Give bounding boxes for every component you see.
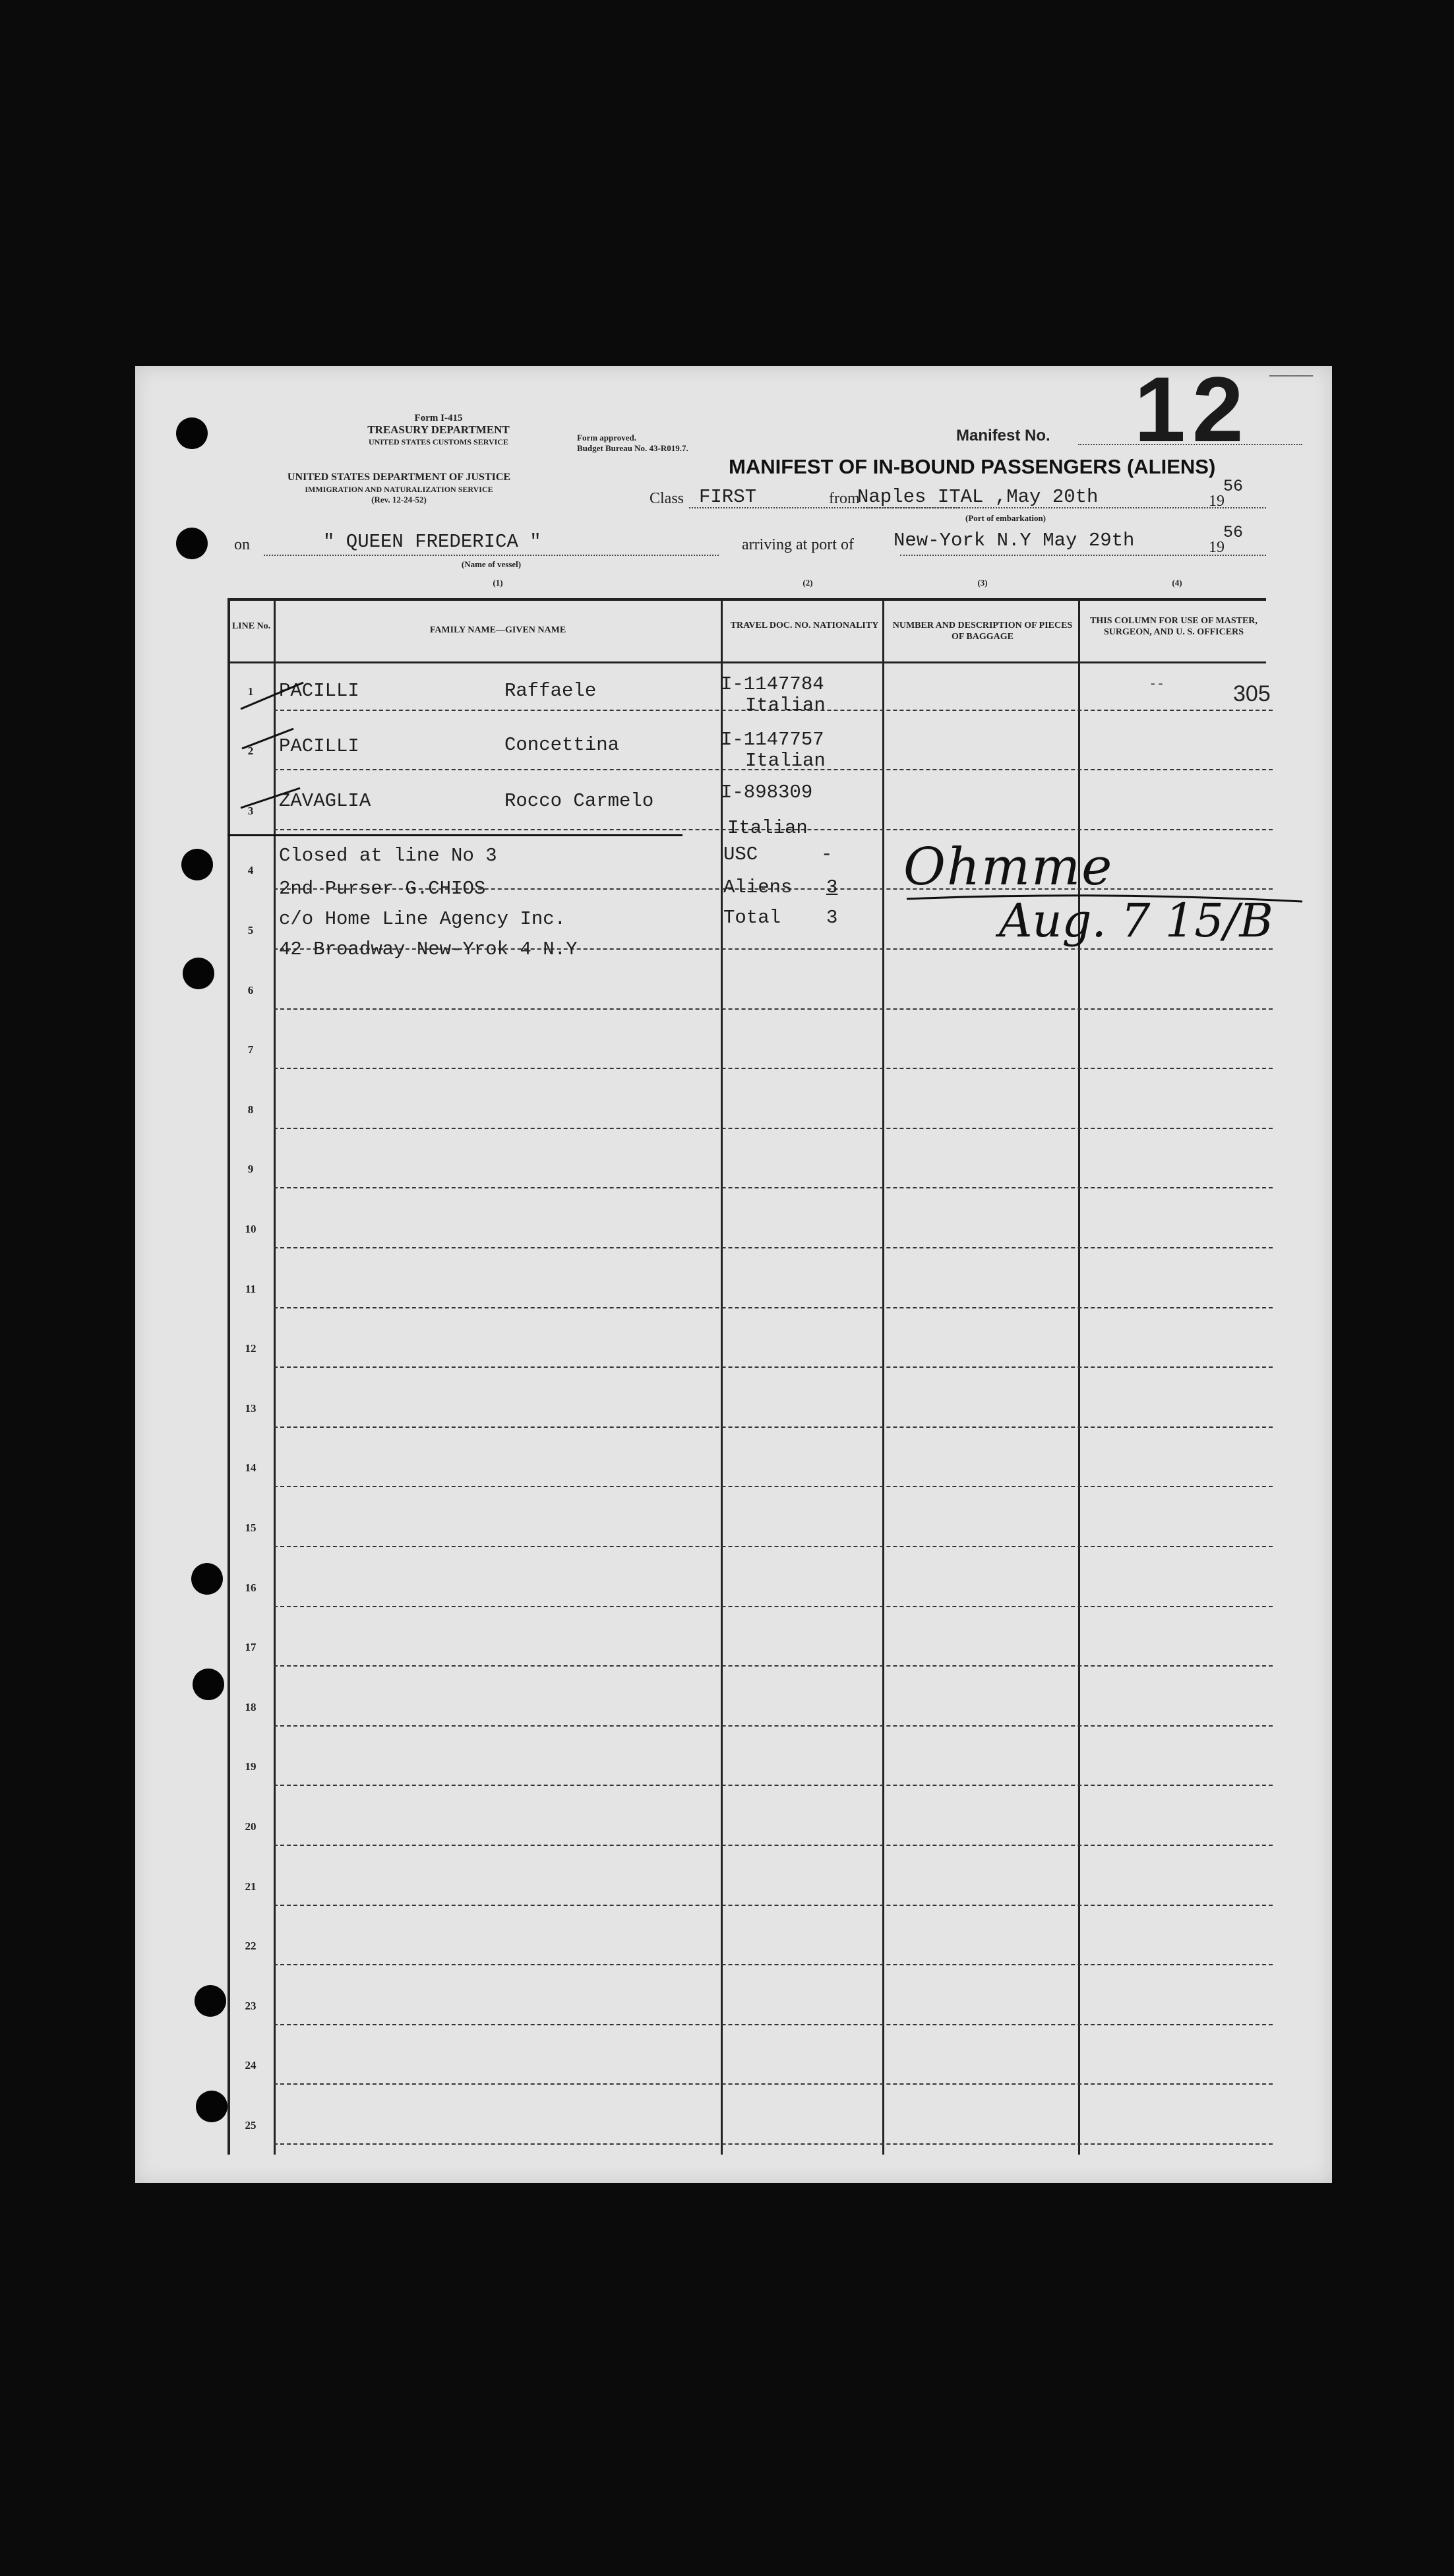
side-number: 305 bbox=[1233, 681, 1271, 706]
line-number: 23 bbox=[245, 1999, 257, 2012]
family-name: PACILLI bbox=[279, 680, 359, 702]
line-number: 24 bbox=[245, 2059, 257, 2072]
line-number: 4 bbox=[247, 864, 254, 877]
line-number: 12 bbox=[245, 1342, 257, 1355]
line-number: 19 bbox=[245, 1760, 257, 1773]
row-divider bbox=[274, 1665, 1273, 1667]
nationality: Italian bbox=[727, 817, 808, 839]
line-number: 13 bbox=[245, 1401, 257, 1415]
row-divider bbox=[274, 1546, 1273, 1547]
line-number: 20 bbox=[245, 1820, 257, 1833]
row-divider bbox=[274, 1606, 1273, 1607]
dept-justice: UNITED STATES DEPARTMENT OF JUSTICE bbox=[287, 472, 511, 483]
line-number: 9 bbox=[247, 1163, 254, 1176]
closing-line-1: Closed at line No 3 bbox=[279, 845, 497, 867]
line-number: 14 bbox=[245, 1461, 257, 1475]
form-approved: Form approved. bbox=[577, 433, 637, 443]
row-divider bbox=[274, 1905, 1273, 1906]
travel-doc: I-898309 bbox=[721, 782, 813, 803]
manifest-title: MANIFEST OF IN-BOUND PASSENGERS (ALIENS) bbox=[729, 455, 1216, 478]
punch-hole bbox=[176, 417, 208, 449]
row-divider bbox=[274, 1187, 1273, 1188]
line-number: 22 bbox=[245, 1940, 257, 1953]
from-value: Naples ITAL ,May 20th bbox=[857, 486, 1099, 508]
header-travel-doc: TRAVEL DOC. NO. NATIONALITY bbox=[730, 621, 879, 630]
punch-hole bbox=[193, 1669, 224, 1700]
row-divider bbox=[274, 1845, 1273, 1846]
arriving-label: arriving at port of bbox=[742, 536, 854, 553]
vessel-name: " QUEEN FREDERICA " bbox=[323, 531, 541, 553]
header-officers: THIS COLUMN FOR USE OF MASTER, SURGEON, AND U. S. OFFICERS bbox=[1090, 616, 1257, 637]
row-divider bbox=[274, 1785, 1273, 1786]
customs-service: UNITED STATES CUSTOMS SERVICE bbox=[369, 437, 508, 446]
total-value: 3 bbox=[826, 907, 838, 929]
officer-dash-marks: - - bbox=[1151, 676, 1163, 690]
revision: (Rev. 12-24-52) bbox=[371, 495, 427, 505]
col-num-4: (4) bbox=[1172, 578, 1182, 588]
aliens-label: Aliens bbox=[723, 876, 793, 898]
year-prefix-1: 19 bbox=[1209, 493, 1225, 510]
col-num-1: (1) bbox=[493, 578, 503, 588]
family-name: PACILLI bbox=[279, 735, 359, 757]
given-name: Rocco Carmelo bbox=[504, 790, 654, 812]
punch-hole bbox=[176, 528, 208, 559]
col-num-3: (3) bbox=[977, 578, 988, 588]
punch-hole bbox=[183, 958, 214, 989]
line-number: 5 bbox=[247, 924, 254, 936]
line-number: 8 bbox=[247, 1103, 254, 1116]
class-value: FIRST bbox=[699, 486, 757, 508]
class-label: Class bbox=[650, 490, 684, 507]
year-prefix-2: 19 bbox=[1209, 539, 1225, 556]
nationality: Italian bbox=[745, 750, 826, 772]
row-divider bbox=[274, 1307, 1273, 1308]
given-name: Concettina bbox=[504, 734, 620, 756]
line-number: 17 bbox=[245, 1641, 257, 1654]
usc-value: - bbox=[821, 843, 833, 865]
total-label: Total bbox=[723, 907, 781, 929]
row-divider bbox=[274, 1426, 1273, 1428]
row-divider bbox=[274, 1068, 1273, 1069]
punch-hole bbox=[181, 849, 213, 880]
punch-hole bbox=[196, 2091, 227, 2122]
budget-bureau: Budget Bureau No. 43-R019.7. bbox=[577, 443, 688, 453]
year-1: 56 bbox=[1223, 477, 1244, 496]
manifest-no-label: Manifest No. bbox=[956, 427, 1050, 445]
handwritten-date: Aug. 7 15/B bbox=[999, 894, 1273, 948]
dept-treasury: TREASURY DEPARTMENT bbox=[367, 423, 510, 436]
header-line-no: LINE No. bbox=[231, 621, 271, 631]
closing-line-2: 2nd Purser G.CHIOS bbox=[279, 878, 486, 900]
line-number: 7 bbox=[247, 1043, 254, 1057]
travel-doc: I-1147757 bbox=[721, 729, 824, 751]
row-divider bbox=[274, 1366, 1273, 1368]
on-label: on bbox=[234, 536, 250, 553]
port-embarkation-caption: (Port of embarkation) bbox=[965, 513, 1046, 523]
nationality: Italian bbox=[745, 694, 826, 716]
row-divider bbox=[274, 2024, 1273, 2025]
year-2: 56 bbox=[1223, 523, 1244, 542]
given-name: Raffaele bbox=[504, 680, 597, 702]
row-divider bbox=[274, 1964, 1273, 1965]
header-name: FAMILY NAME—GIVEN NAME bbox=[429, 625, 566, 635]
aliens-value: 3 bbox=[826, 876, 838, 898]
line-number: 18 bbox=[245, 1700, 257, 1713]
punch-hole bbox=[195, 1985, 226, 2017]
line-number: 11 bbox=[245, 1282, 257, 1295]
line-number: 21 bbox=[245, 1880, 257, 1893]
header-baggage: NUMBER AND DESCRIPTION OF PIECES OF BAGGAGE bbox=[892, 621, 1073, 642]
usc-label: USC bbox=[723, 843, 758, 865]
line-number: 2 bbox=[247, 745, 254, 758]
line-number: 15 bbox=[245, 1521, 257, 1534]
row-divider bbox=[274, 1247, 1273, 1248]
line-number: 6 bbox=[247, 983, 254, 997]
col-num-2: (2) bbox=[803, 578, 813, 588]
closing-line-4: 42 Broadway New-Yrok 4 N.Y bbox=[279, 938, 578, 960]
ins: IMMIGRATION AND NATURALIZATION SERVICE bbox=[305, 485, 493, 494]
handwritten-signature: Ohmme bbox=[903, 838, 1114, 897]
row-divider bbox=[274, 2143, 1273, 2145]
row-divider bbox=[274, 1725, 1273, 1727]
travel-doc: I-1147784 bbox=[721, 673, 824, 695]
vessel-caption: (Name of vessel) bbox=[461, 559, 522, 569]
family-name: ZAVAGLIA bbox=[279, 790, 371, 812]
manifest-sheet bbox=[135, 357, 1332, 2183]
line-number: 16 bbox=[245, 1581, 257, 1594]
top-corner-mark: ——— bbox=[1269, 366, 1313, 383]
line-number: 25 bbox=[245, 2119, 257, 2131]
closing-line-3: c/o Home Line Agency Inc. bbox=[279, 908, 566, 930]
signature-underline bbox=[900, 894, 1309, 973]
row-divider bbox=[274, 1486, 1273, 1487]
row-divider bbox=[274, 1008, 1273, 1010]
line-strike-marks bbox=[227, 656, 359, 854]
row-divider bbox=[274, 2083, 1273, 2085]
arriving-value: New-York N.Y May 29th bbox=[894, 530, 1135, 551]
punch-hole bbox=[191, 1563, 223, 1595]
line-number: 10 bbox=[245, 1223, 257, 1235]
line-number: 1 bbox=[247, 685, 254, 698]
row-divider bbox=[274, 1128, 1273, 1129]
manifest-number: 12 bbox=[1134, 357, 1250, 461]
form-number: Form I-415 bbox=[414, 413, 463, 423]
from-label: from bbox=[829, 490, 860, 507]
line-number: 3 bbox=[247, 804, 254, 817]
